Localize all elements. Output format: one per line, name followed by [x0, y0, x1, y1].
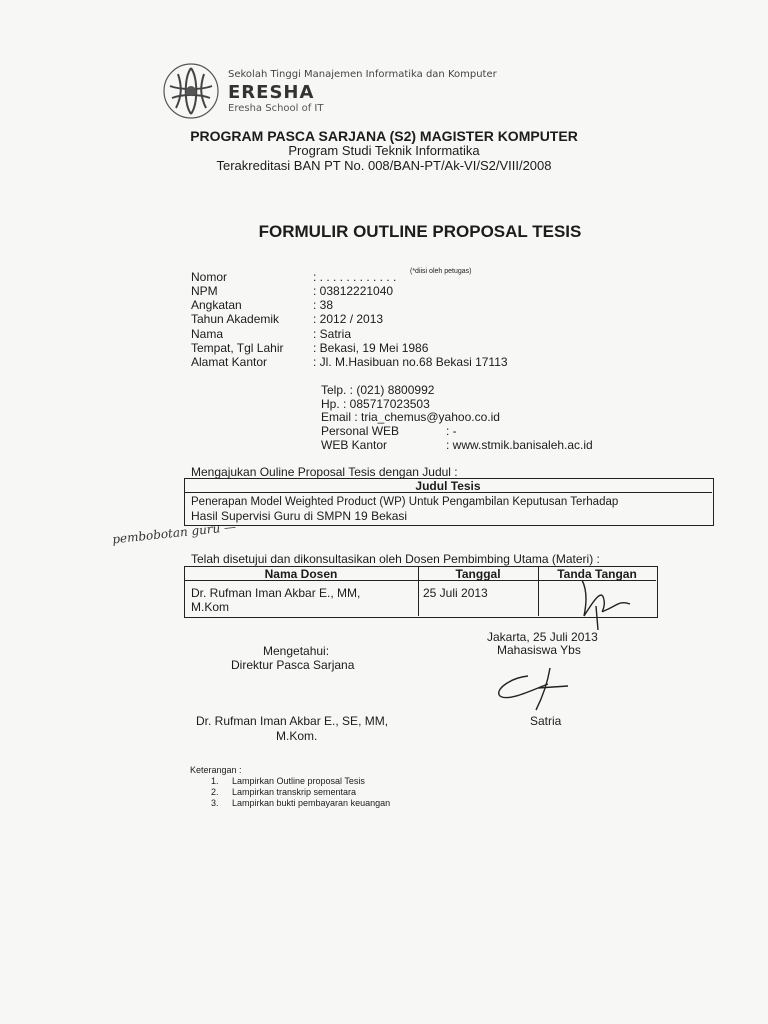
contact-email: Email : tria_chemus@yahoo.co.id [321, 410, 500, 424]
form-title: FORMULIR OUTLINE PROPOSAL TESIS [258, 222, 582, 241]
director-name-line-2: M.Kom. [276, 729, 318, 743]
dosen-name-line-2: M.Kom [191, 600, 230, 614]
field-label-nomor: Nomor [191, 270, 228, 284]
judul-header: Judul Tesis [415, 479, 481, 493]
contact-hp: Hp. : 085717023503 [321, 397, 430, 411]
accreditation: Terakreditasi BAN PT No. 008/BAN-PT/Ak-VI/S2/VIII/2008 [216, 158, 552, 173]
keterangan-item-1: Lampirkan Outline proposal Tesis [232, 776, 365, 786]
field-label-nama: Nama [191, 327, 224, 341]
field-value-nama: : Satria [313, 327, 352, 341]
field-value-tahun: : 2012 / 2013 [313, 312, 384, 326]
keterangan-num-3: 3. [211, 798, 219, 808]
field-label-tahun: Tahun Akademik [191, 312, 280, 326]
judul-line-2: Hasil Supervisi Guru di SMPN 19 Bekasi [191, 509, 408, 523]
header-nama-dosen: Nama Dosen [264, 567, 338, 581]
field-label-angkatan: Angkatan [191, 298, 242, 312]
contact-web-kantor-value: : www.stmik.banisaleh.ac.id [446, 438, 593, 452]
student-role: Mahasiswa Ybs [497, 643, 581, 657]
header-tanggal: Tanggal [455, 567, 501, 581]
student-signature [488, 660, 578, 715]
field-label-npm: NPM [191, 284, 218, 298]
dosen-name-line-1: Dr. Rufman Iman Akbar E., MM, [191, 586, 361, 600]
field-value-angkatan: : 38 [313, 298, 334, 312]
contact-web-personal-label: Personal WEB [321, 424, 400, 438]
student-name: Satria [530, 714, 562, 728]
keterangan-num-2: 2. [211, 787, 219, 797]
field-value-npm: : 03812221040 [313, 284, 394, 298]
approval-line: Telah disetujui dan dikonsultasikan oleh Dosen Pembimbing Utama (Materi) : [191, 552, 600, 566]
field-value-nomor: : . . . . . . . . . . . . [313, 270, 397, 284]
header-tanda-tangan: Tanda Tangan [557, 567, 637, 581]
field-label-ttl: Tempat, Tgl Lahir [191, 341, 284, 355]
institution-name: Sekolah Tinggi Manajemen Informatika dan Komputer [228, 69, 497, 80]
keterangan-item-3: Lampirkan bukti pembayaran keuangan [232, 798, 391, 808]
approval-date: 25 Juli 2013 [423, 586, 488, 600]
judul-line-1: Penerapan Model Weighted Product (WP) Untuk Pengambilan Keputusan Terhadap [191, 496, 619, 508]
program-title: PROGRAM PASCA SARJANA (S2) MAGISTER KOMPUTER [190, 128, 578, 144]
keterangan-item-2: Lampirkan transkrip sementara [232, 787, 357, 797]
brand-subtitle: Eresha School of IT [228, 103, 324, 114]
known-label: Mengetahui: [263, 644, 330, 658]
keterangan-num-1: 1. [211, 776, 219, 786]
keterangan-title: Keterangan : [190, 765, 242, 775]
contact-web-kantor-label: WEB Kantor [321, 438, 388, 452]
nomor-note: (*diisi oleh petugas) [410, 268, 472, 275]
handwritten-note: pembobotan guru — [111, 519, 237, 547]
place-date: Jakarta, 25 Juli 2013 [487, 630, 598, 644]
director-name-line-1: Dr. Rufman Iman Akbar E., SE, MM, [196, 714, 389, 728]
brand-name: ERESHA [228, 82, 315, 103]
study-program: Program Studi Teknik Informatika [288, 143, 480, 158]
director-role: Direktur Pasca Sarjana [231, 658, 355, 672]
eresha-logo [160, 60, 222, 122]
submit-line: Mengajukan Ouline Proposal Tesis dengan Judul : [191, 465, 458, 479]
contact-web-personal-value: : - [446, 424, 457, 438]
field-value-alamat: : Jl. M.Hasibuan no.68 Bekasi 17113 [313, 355, 508, 369]
field-label-alamat: Alamat Kantor [191, 355, 268, 369]
field-value-ttl: : Bekasi, 19 Mei 1986 [313, 341, 429, 355]
contact-telp: Telp. : (021) 8800992 [321, 383, 435, 397]
